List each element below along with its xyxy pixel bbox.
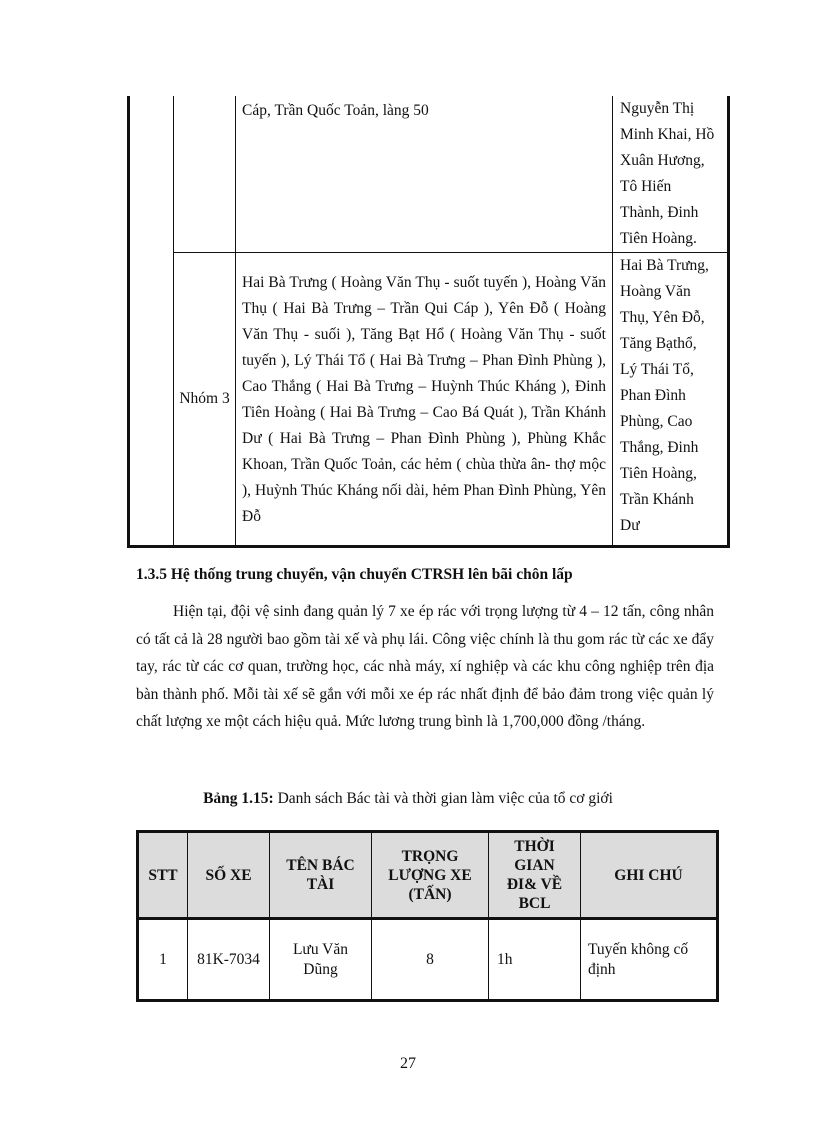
notes-cell [613, 96, 729, 253]
routes-cell: Cáp, Trần Quốc Toản, làng 50 [236, 96, 613, 253]
note-line: Tô Hiến [620, 178, 672, 195]
section-heading: 1.3.5 Hệ thống trung chuyển, vận chuyển CTRSH lên bãi chôn lấp [136, 566, 573, 583]
note-line: Xuân Hương, [620, 152, 705, 169]
header-stt: STT [138, 832, 188, 919]
caption-label: Bảng 1.15: [203, 790, 274, 807]
cell-trong-luong: 8 [372, 919, 489, 1001]
page-number: 27 [400, 1055, 416, 1072]
group-cell [174, 96, 236, 253]
group-cell: Nhóm 3 [174, 253, 236, 547]
notes-cell [613, 253, 729, 547]
table-row [138, 919, 718, 1001]
routes-cell: Hai Bà Trưng ( Hoàng Văn Thụ - suốt tuyến ), Hoàng Văn Thụ ( Hai Bà Trưng – Trần Qui Cáp ), Yên Đỗ ( Hoàng Văn Thụ - suối ), Tăng Bạt Hổ ( Hoàng Văn Thụ - suốt tuyến ), Lý Thái Tổ ( Hai Bà Trưng – Phan Đình Phùng ), Cao Thắng ( Hai Bà Trưng – Huỳnh Thúc Kháng ), Đinh Tiên Hoàng ( Hai Bà Trưng – Cao Bá Quát ), Trần Khánh Dư ( Hai Bà Trưng – Phan Đình Phùng ), Phùng Khắc Khoan, Trần Quốc Toản, các hẻm ( chùa thừa ân- thợ mộc ), Huỳnh Thúc Kháng nối dài, hẻm Phan Đình Phùng, Yên Đỗ [236, 253, 613, 547]
note-line: Minh Khai, Hồ [620, 126, 715, 143]
cell-ten-bac-tai: Lưu Văn Dũng [270, 919, 372, 1001]
routes-table-row [129, 253, 729, 547]
note-line: Thụ, Yên Đỗ, [620, 309, 705, 326]
note-line: Dư [620, 517, 640, 534]
note-line: Nguyễn Thị [620, 100, 695, 117]
note-line: Hai Bà Trưng, [620, 257, 709, 274]
body-paragraph: Hiện tại, đội vệ sinh đang quản lý 7 xe ép rác với trọng lượng từ 4 – 12 tấn, công nhân có tất cả là 28 người bao gồm tài xế và phụ lái. Công việc chính là thu gom rác từ các xe đẩy tay, rác từ các cơ quan, trường học, các nhà máy, xí nghiệp và các khu công nghiệp trên địa bàn thành phố. Mỗi tài xế sẽ gắn với mỗi xe ép rác nhất định để bảo đảm trong việc quản lý chất lượng xe một cách hiệu quả. Mức lương trung bình là 1,700,000 đồng /tháng. [136, 603, 714, 730]
cell-ghi-chu: Tuyến không cố định [581, 919, 718, 1001]
header-ten-bac-tai: TÊN BÁC TÀI [270, 832, 372, 919]
note-line: Phan Đình [620, 387, 686, 404]
note-line: Tiên Hoàng, [620, 465, 697, 482]
note-line: Tiên Hoàng. [620, 230, 697, 247]
header-trong-luong: TRỌNG LƯỢNG XE (TẤN) [372, 832, 489, 919]
caption-text: Danh sách Bác tài và thời gian làm việc của tổ cơ giới [273, 790, 613, 807]
outer-stt-cell [129, 96, 174, 547]
table-header-row [138, 832, 718, 919]
header-ghi-chu: GHI CHÚ [581, 832, 718, 919]
note-line: Hoàng Văn [620, 283, 691, 300]
cell-stt: 1 [138, 919, 188, 1001]
routes-table [127, 96, 730, 548]
routes-table-row [129, 96, 729, 253]
cell-so-xe: 81K-7034 [188, 919, 270, 1001]
note-line: Phùng, Cao [620, 413, 693, 430]
note-line: Thành, Đinh [620, 204, 699, 221]
note-line: Lý Thái Tổ, [620, 361, 694, 378]
table-caption [0, 790, 816, 808]
note-line: Thắng, Đinh [620, 439, 699, 456]
drivers-table [136, 830, 719, 1002]
header-thoi-gian: THỜI GIAN ĐI& VỀ BCL [489, 832, 581, 919]
note-line: Tăng Bạthổ, [620, 335, 697, 352]
header-so-xe: SỐ XE [188, 832, 270, 919]
note-line: Trần Khánh [620, 491, 694, 508]
cell-thoi-gian: 1h [489, 919, 581, 1001]
